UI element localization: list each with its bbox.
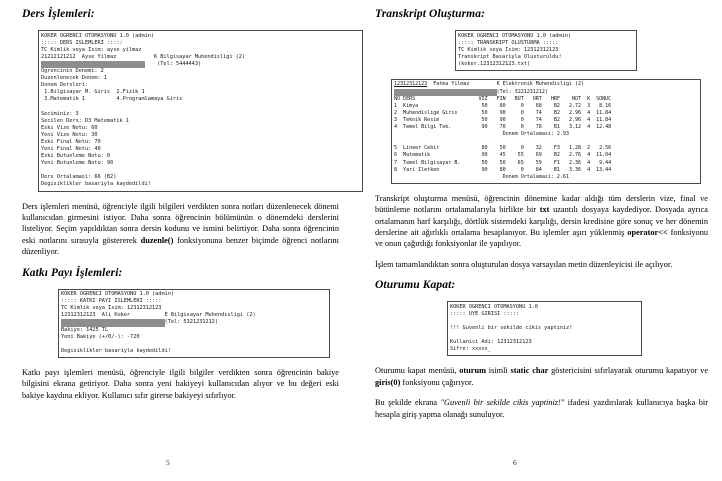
- text-run: Ders işlemleri menüsü, öğrenciyle ilgili bilgileri verdikten sonra notları düzenlenecek dönemi kullanıcıdan girmesini istiyor. Daha sonra öğrencinin bölümünün o dönemdeki derslerini listeliyor. Seçim yapıldıktan sonra dersin kodunu ve ismini belirtiyor. Daha sonra öğrencinin eski notlarını sırasıyla göstererek: [22, 201, 339, 245]
- terminal-line: [450, 332, 639, 339]
- text-run: uzantılı dosyaya kaydediyor. Dosyada ayrıca ortalamanın harf karşılığı, dörtlük sistemdeki karşılığı, dersin kredisine göre sonuç ve her dönemin derslerine ait ağırlıklı ortalama hesaplanıyor. Bu işlemler aşırı yüklenmiş: [375, 205, 708, 237]
- oturumu-kapat-terminal: [447, 301, 642, 356]
- katki-payi-terminal: [58, 289, 330, 358]
- right-page: [361, 0, 722, 481]
- transcript-row: 6 Matematik 90 45 55 69 B2 2.76 4 11.04: [394, 152, 612, 159]
- terminal-line: 21212121212 Ayse Yilmaz K Bilgisayar Muhendisligi (2): [41, 53, 246, 60]
- terminal-line: ::::: KATKI PAYI ISLEMLERI :::::: [61, 298, 162, 305]
- section-heading-transkript-olusturma: Transkript Oluşturma:: [375, 8, 485, 20]
- terminal-line: 1.Bilgisayar M. Giris 2.Fizik 1: [41, 89, 145, 96]
- terminal-line: Degisiklikler basariyla kaydedildi!: [41, 181, 151, 188]
- terminal-line: (koker.12312312123.txt): [458, 60, 531, 67]
- section-heading-katki-payi: Katkı Payı İşlemleri:: [22, 266, 123, 279]
- student-id: 12312312123: [394, 81, 428, 88]
- text-run: ifadesi yazdırılarak kullanıcıya başka bir hesapla giriş yapma olanağı sunuluyor.: [375, 398, 708, 419]
- terminal-line: Duzenlenecek Donem: 1: [41, 75, 107, 82]
- transkript-olusturma-terminal: [455, 30, 637, 71]
- transcript-row: 4 Temel Bilgi Tek. 90 70 0 78 B1 3.12 4 12.48: [394, 124, 612, 131]
- terminal-line: KOKER OGRENCI OTOMASYONU 1.0 (admin): [458, 32, 572, 39]
- student-name-dept: Fatma Yilmaz K Elektronik Muhendisligi (2): [427, 81, 585, 88]
- transcript-header-row: NO DERS VIZ FIN BUT ORT HRF NOT K SONUC: [394, 95, 612, 102]
- text-run: txt: [539, 205, 550, 215]
- transcript-row: 7 Temel Bilgisayar B. 50 50 65 59 F1 2.36 4 9.44: [394, 159, 612, 166]
- text-run: İşlem tamamlandıktan sonra oluşturulan dosya varsayılan metin düzenleyicisi ile açılıyor.: [375, 259, 673, 269]
- terminal-line: Sifre: xxxxx_: [450, 346, 491, 353]
- terminal-line: [61, 319, 327, 326]
- transcript-row: 2 Muhendislige Giris 50 90 0 74 B2 2.96 4 11.84: [394, 109, 612, 116]
- terminal-line-text: (Tel: 5444443): [144, 60, 202, 67]
- ders-islemleri-terminal: [38, 30, 363, 192]
- transcript-phone-text: (Tel: 3221231212): [496, 88, 548, 95]
- terminal-line: TC Kimlik veya Isim: 12312312123: [458, 46, 559, 53]
- transcript-term-average: Donem Ortalamasi: 2.61: [394, 173, 569, 180]
- terminal-line: KOKER OGRENCI OTOMASYONU 1.0 (admin): [61, 291, 175, 298]
- terminal-line: [41, 167, 360, 174]
- terminal-line: Yeni Butunleme Notu: 90: [41, 160, 114, 167]
- terminal-line: KOKER OGRENCI OTOMASYONU 1.0: [450, 303, 538, 310]
- transcript-term-average: Donem Ortalamasi: 2.93: [394, 131, 569, 138]
- paragraph-transkript-2: [375, 259, 708, 270]
- terminal-line: [41, 61, 360, 68]
- terminal-line: Eski Butunleme Notu: 0: [41, 153, 111, 160]
- terminal-line: Seciminiz: 3: [41, 110, 79, 117]
- terminal-line: 3.Matematik 1 4.Programlamaya Giris: [41, 96, 183, 103]
- terminal-line: Transkript Basariyla Olusturuldu!: [458, 53, 562, 60]
- transcript-spacer: [394, 138, 698, 145]
- terminal-line: Yeni Final Notu: 40: [41, 146, 101, 152]
- terminal-line: ::::: DERS ISLEMLERI :::::: [41, 39, 123, 46]
- transcript-row: 8 Yari Iletken 90 80 0 84 B1 3.36 4 13.44: [394, 166, 612, 173]
- text-run: Transkript oluşturma menüsü, öğrencinin dönemine kadar aldığı tüm derslerin vize, final ve bütünleme notlarını ortalamalarıyla birlikte bir: [375, 193, 708, 215]
- terminal-line: Donem Dersleri:: [41, 82, 89, 89]
- section-heading-ders-islemleri: Ders İşlemleri:: [22, 8, 95, 20]
- text-run: Katkı payı işlemleri menüsü, öğrenciyle ilgili bilgiler verdikten sonra öğrencinin bakiye bilgisini ekrana getiriyor. Daha sonra yeni bakiyeyi kullanıcıdan alıyor ve bu değeri eski bakiye kaydına ekliyor. Kullanıcı sıfır girerse bakiyeyi sıfırlıyor.: [22, 367, 339, 400]
- paragraph-oturumu-kapat-1: [375, 365, 708, 388]
- terminal-line: !!! Guvenli bir sekilde cikis yaptiniz!: [450, 325, 573, 331]
- terminal-line: [450, 318, 639, 325]
- terminal-line: 12312312123 Ali Koker E Bilgisayar Muhendisligi (2): [61, 312, 256, 319]
- text-run: göstericisini sıfırlayarak oturumu kapatıyor ve: [548, 366, 708, 376]
- text-run: oturum: [459, 366, 486, 376]
- terminal-line: Bakiye: 1425 TL: [61, 326, 109, 333]
- terminal-line: Ders Ortalamasi: 66 (B2): [41, 174, 117, 181]
- transcript-row: 1 Kimya 50 80 0 68 B2 2.72 3 8.16: [394, 102, 612, 109]
- text-run: Oturumu kapat menüsü,: [375, 366, 460, 376]
- terminal-line: KOKER OGRENCI OTOMASYONU 1.0 (admin): [41, 32, 155, 39]
- text-run: operator<<: [627, 228, 668, 237]
- transcript-student-line: [394, 81, 698, 88]
- text-run: "Guvenli bir sekilde cikis yaptiniz!": [440, 398, 565, 408]
- terminal-line: [61, 341, 327, 348]
- text-run: duzenle(): [140, 235, 174, 245]
- transcript-row: 5 Lineer Cebir 80 50 0 32 F3 1.28 2 2.56: [394, 145, 612, 152]
- terminal-line: Secilen Ders: D3 Matematik 1: [41, 117, 129, 124]
- terminal-line: Ogrencinin Donemi: 2: [41, 67, 104, 74]
- terminal-line: ::::: TRANSKRIPT OLUSTURMA :::::: [458, 39, 559, 46]
- transcript-highlight-band: [394, 89, 497, 96]
- terminal-line-text: (Tel: 5321231212): [164, 319, 218, 326]
- text-run: isimli: [485, 366, 511, 376]
- paragraph-katki-payi: [22, 367, 339, 401]
- terminal-line: [41, 103, 360, 110]
- text-run: Bu şekilde ekrana: [375, 398, 441, 408]
- paragraph-oturumu-kapat-2: [375, 397, 708, 420]
- terminal-line: Yeni Vize Notu: 30: [41, 131, 98, 138]
- terminal-line: Yeni Bakiye (+/0/-): -720: [61, 333, 140, 340]
- text-run: fonksiyonu çağırıyor.: [400, 377, 474, 387]
- section-heading-oturumu-kapat: Oturumu Kapat:: [375, 279, 456, 292]
- terminal-line: Eski Vize Notu: 60: [41, 124, 98, 131]
- transkript-tablosu: [391, 79, 701, 184]
- text-run: fonksiyonu ve onun çağırdığı fonksiyonlar ile yapılıyor.: [375, 228, 708, 249]
- page-number-right: 6: [513, 458, 517, 467]
- text-run: static char: [510, 366, 549, 376]
- text-run: giris(0): [375, 377, 401, 387]
- terminal-line: TC Kimlik veya Isim: 12312312123: [61, 305, 162, 312]
- transcript-phone-line: [394, 89, 698, 96]
- terminal-line: Degisiklikler basariyla kaydedildi!: [61, 347, 171, 354]
- transcript-row: 3 Teknik Resim 50 90 0 74 B2 2.96 4 11.84: [394, 116, 612, 123]
- terminal-line: TC Kimlik veya Isim: ayse yilmaz: [41, 46, 142, 53]
- text-run: fonksiyonuna benzer biçimde öğrenci notlarını düzenliyor.: [22, 235, 339, 257]
- paragraph-ders-islemleri: [22, 201, 339, 258]
- paragraph-transkript-1: [375, 193, 708, 250]
- page-number-left: 5: [166, 458, 170, 467]
- terminal-line: Eski Final Notu: 70: [41, 138, 101, 145]
- terminal-line: Kullanici Adi: 12312312123: [450, 339, 532, 346]
- terminal-line: ::::: UYE GIRISI :::::: [450, 310, 520, 317]
